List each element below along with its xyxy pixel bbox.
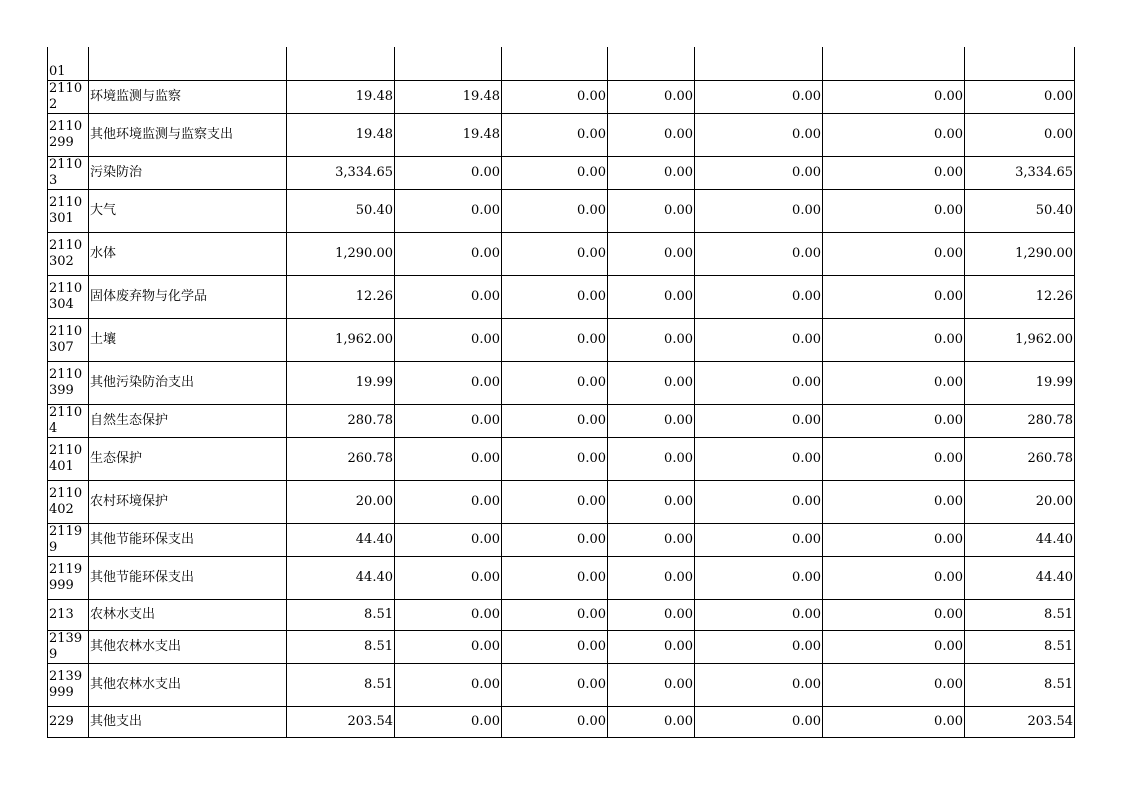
amount-cell: 20.00 (965, 480, 1075, 523)
subject-code-cell: 01 (48, 47, 89, 80)
amount-cell: 0.00 (395, 480, 502, 523)
amount-cell: 0.00 (502, 189, 608, 232)
amount-cell: 0.00 (695, 663, 823, 706)
amount-cell: 0.00 (695, 232, 823, 275)
amount-cell: 0.00 (608, 480, 695, 523)
amount-cell: 0.00 (823, 318, 965, 361)
amount-cell: 0.00 (395, 523, 502, 556)
amount-cell: 0.00 (502, 113, 608, 156)
table-row (48, 663, 1075, 706)
subject-name-cell: 土壤 (89, 318, 287, 361)
subject-name-cell (89, 47, 287, 80)
amount-cell: 0.00 (695, 361, 823, 404)
amount-cell: 0.00 (395, 437, 502, 480)
table-row (48, 232, 1075, 275)
amount-cell: 0.00 (823, 156, 965, 189)
amount-cell: 0.00 (395, 275, 502, 318)
subject-name-cell: 水体 (89, 232, 287, 275)
amount-cell: 3,334.65 (965, 156, 1075, 189)
amount-cell: 12.26 (965, 275, 1075, 318)
amount-cell: 8.51 (287, 599, 395, 630)
subject-name-cell: 农村环境保护 (89, 480, 287, 523)
table-row (48, 113, 1075, 156)
amount-cell: 0.00 (823, 404, 965, 437)
amount-cell (287, 47, 395, 80)
amount-cell: 0.00 (608, 556, 695, 599)
amount-cell: 0.00 (608, 663, 695, 706)
amount-cell: 0.00 (395, 663, 502, 706)
table-row (48, 80, 1075, 113)
amount-cell: 0.00 (823, 113, 965, 156)
amount-cell: 0.00 (823, 599, 965, 630)
amount-cell: 0.00 (695, 706, 823, 737)
amount-cell: 0.00 (823, 232, 965, 275)
amount-cell: 0.00 (502, 706, 608, 737)
subject-name-cell: 固体废弃物与化学品 (89, 275, 287, 318)
amount-cell: 0.00 (502, 630, 608, 663)
amount-cell: 0.00 (823, 275, 965, 318)
amount-cell: 50.40 (287, 189, 395, 232)
amount-cell: 0.00 (695, 189, 823, 232)
subject-code-cell: 2110401 (48, 437, 89, 480)
amount-cell: 0.00 (695, 480, 823, 523)
subject-code-cell: 21399 (48, 630, 89, 663)
table-row (48, 189, 1075, 232)
subject-name-cell: 其他节能环保支出 (89, 523, 287, 556)
amount-cell: 0.00 (502, 437, 608, 480)
amount-cell: 0.00 (395, 630, 502, 663)
subject-name-cell: 环境监测与监察 (89, 80, 287, 113)
amount-cell: 12.26 (287, 275, 395, 318)
amount-cell: 203.54 (287, 706, 395, 737)
amount-cell: 0.00 (823, 706, 965, 737)
amount-cell: 3,334.65 (287, 156, 395, 189)
amount-cell: 0.00 (695, 80, 823, 113)
table-row (48, 437, 1075, 480)
amount-cell: 0.00 (608, 275, 695, 318)
amount-cell: 0.00 (965, 113, 1075, 156)
subject-name-cell: 其他污染防治支出 (89, 361, 287, 404)
amount-cell: 0.00 (502, 599, 608, 630)
amount-cell: 8.51 (287, 663, 395, 706)
amount-cell: 44.40 (965, 523, 1075, 556)
amount-cell: 44.40 (965, 556, 1075, 599)
amount-cell: 1,962.00 (287, 318, 395, 361)
table-row (48, 404, 1075, 437)
amount-cell: 0.00 (608, 361, 695, 404)
amount-cell: 0.00 (823, 556, 965, 599)
amount-cell: 0.00 (695, 113, 823, 156)
subject-name-cell: 大气 (89, 189, 287, 232)
amount-cell: 0.00 (695, 156, 823, 189)
subject-code-cell: 2110402 (48, 480, 89, 523)
amount-cell: 8.51 (965, 630, 1075, 663)
amount-cell: 44.40 (287, 523, 395, 556)
subject-code-cell: 2110307 (48, 318, 89, 361)
amount-cell: 0.00 (965, 80, 1075, 113)
amount-cell: 0.00 (823, 480, 965, 523)
amount-cell: 8.51 (965, 599, 1075, 630)
amount-cell: 1,290.00 (965, 232, 1075, 275)
amount-cell: 0.00 (608, 318, 695, 361)
subject-code-cell: 2110302 (48, 232, 89, 275)
amount-cell: 203.54 (965, 706, 1075, 737)
amount-cell: 0.00 (695, 275, 823, 318)
amount-cell (695, 47, 823, 80)
amount-cell: 0.00 (502, 80, 608, 113)
table-row (48, 630, 1075, 663)
amount-cell: 0.00 (395, 156, 502, 189)
amount-cell: 0.00 (502, 275, 608, 318)
amount-cell (502, 47, 608, 80)
amount-cell: 0.00 (608, 523, 695, 556)
amount-cell: 0.00 (608, 156, 695, 189)
amount-cell: 0.00 (395, 404, 502, 437)
table-row (48, 480, 1075, 523)
amount-cell: 0.00 (695, 599, 823, 630)
subject-code-cell: 229 (48, 706, 89, 737)
amount-cell: 19.48 (395, 80, 502, 113)
subject-code-cell: 21104 (48, 404, 89, 437)
amount-cell: 0.00 (823, 437, 965, 480)
amount-cell: 0.00 (502, 523, 608, 556)
amount-cell: 260.78 (287, 437, 395, 480)
subject-name-cell: 自然生态保护 (89, 404, 287, 437)
amount-cell: 1,290.00 (287, 232, 395, 275)
subject-name-cell: 其他农林水支出 (89, 663, 287, 706)
subject-code-cell: 21103 (48, 156, 89, 189)
table-row (48, 556, 1075, 599)
amount-cell: 280.78 (965, 404, 1075, 437)
amount-cell: 0.00 (502, 318, 608, 361)
amount-cell: 0.00 (395, 706, 502, 737)
table-row (48, 361, 1075, 404)
amount-cell: 50.40 (965, 189, 1075, 232)
subject-name-cell: 农林水支出 (89, 599, 287, 630)
table-row (48, 706, 1075, 737)
subject-code-cell: 2110399 (48, 361, 89, 404)
subject-name-cell: 污染防治 (89, 156, 287, 189)
amount-cell: 0.00 (502, 232, 608, 275)
table-row (48, 599, 1075, 630)
amount-cell: 19.48 (287, 113, 395, 156)
amount-cell: 0.00 (608, 630, 695, 663)
amount-cell: 0.00 (608, 232, 695, 275)
amount-cell: 0.00 (502, 361, 608, 404)
amount-cell: 0.00 (502, 404, 608, 437)
amount-cell: 0.00 (502, 663, 608, 706)
subject-name-cell: 其他环境监测与监察支出 (89, 113, 287, 156)
amount-cell: 0.00 (823, 189, 965, 232)
amount-cell: 0.00 (608, 113, 695, 156)
amount-cell: 0.00 (695, 437, 823, 480)
amount-cell: 1,962.00 (965, 318, 1075, 361)
amount-cell: 0.00 (395, 599, 502, 630)
amount-cell: 0.00 (395, 361, 502, 404)
amount-cell: 8.51 (287, 630, 395, 663)
subject-code-cell: 2119999 (48, 556, 89, 599)
amount-cell: 19.99 (287, 361, 395, 404)
amount-cell: 0.00 (695, 630, 823, 663)
subject-name-cell: 生态保护 (89, 437, 287, 480)
subject-code-cell: 21102 (48, 80, 89, 113)
amount-cell: 0.00 (823, 630, 965, 663)
amount-cell: 0.00 (502, 556, 608, 599)
amount-cell: 0.00 (823, 523, 965, 556)
amount-cell: 20.00 (287, 480, 395, 523)
amount-cell: 0.00 (395, 556, 502, 599)
amount-cell: 0.00 (695, 523, 823, 556)
amount-cell: 0.00 (608, 189, 695, 232)
subject-name-cell: 其他农林水支出 (89, 630, 287, 663)
subject-code-cell: 2110304 (48, 275, 89, 318)
amount-cell: 260.78 (965, 437, 1075, 480)
amount-cell: 0.00 (395, 318, 502, 361)
amount-cell: 19.48 (287, 80, 395, 113)
table-row (48, 318, 1075, 361)
amount-cell: 0.00 (395, 189, 502, 232)
amount-cell: 0.00 (608, 599, 695, 630)
table-row (48, 275, 1075, 318)
amount-cell: 0.00 (608, 706, 695, 737)
amount-cell: 0.00 (608, 437, 695, 480)
table-row (48, 156, 1075, 189)
amount-cell: 19.48 (395, 113, 502, 156)
amount-cell: 8.51 (965, 663, 1075, 706)
subject-name-cell: 其他支出 (89, 706, 287, 737)
amount-cell: 0.00 (502, 480, 608, 523)
amount-cell (395, 47, 502, 80)
amount-cell: 19.99 (965, 361, 1075, 404)
amount-cell: 0.00 (823, 361, 965, 404)
budget-table (47, 47, 1075, 738)
table-row (48, 523, 1075, 556)
amount-cell: 0.00 (695, 318, 823, 361)
amount-cell: 0.00 (823, 80, 965, 113)
amount-cell: 280.78 (287, 404, 395, 437)
amount-cell: 0.00 (695, 404, 823, 437)
amount-cell: 0.00 (608, 404, 695, 437)
subject-code-cell: 213 (48, 599, 89, 630)
amount-cell (608, 47, 695, 80)
subject-code-cell: 21199 (48, 523, 89, 556)
subject-code-cell: 2110301 (48, 189, 89, 232)
amount-cell: 0.00 (695, 556, 823, 599)
subject-name-cell: 其他节能环保支出 (89, 556, 287, 599)
amount-cell (823, 47, 965, 80)
amount-cell (965, 47, 1075, 80)
subject-code-cell: 2110299 (48, 113, 89, 156)
amount-cell: 0.00 (608, 80, 695, 113)
amount-cell: 0.00 (395, 232, 502, 275)
amount-cell: 0.00 (823, 663, 965, 706)
table-row (48, 47, 1075, 80)
subject-code-cell: 2139999 (48, 663, 89, 706)
amount-cell: 44.40 (287, 556, 395, 599)
amount-cell: 0.00 (502, 156, 608, 189)
